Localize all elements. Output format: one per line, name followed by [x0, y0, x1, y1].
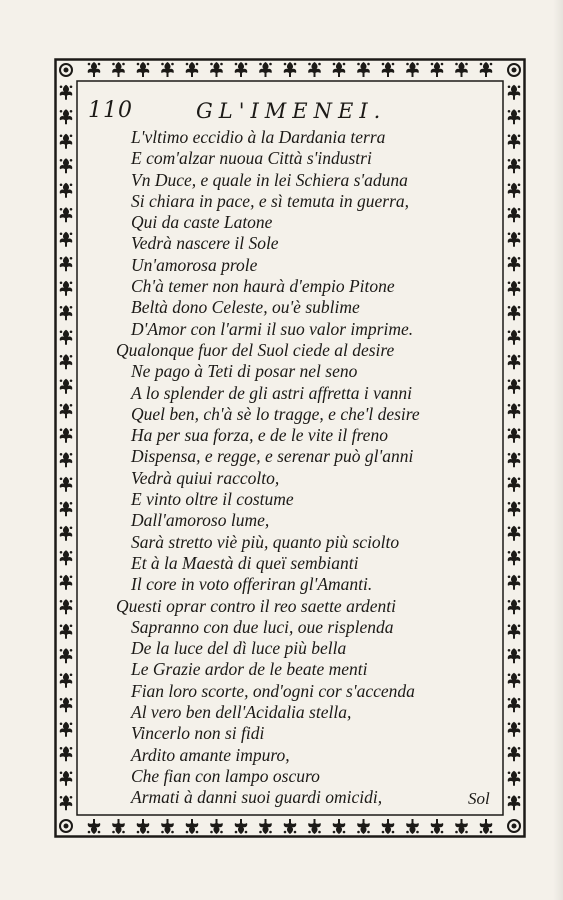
fleuron-ornament	[382, 819, 395, 834]
fleuron-ornament	[60, 697, 73, 712]
fleuron-ornament	[357, 62, 370, 77]
fleuron-ornament	[60, 648, 73, 663]
verse-line: Vedrà nascere il Sole	[131, 233, 279, 254]
fleuron-ornament	[508, 771, 521, 786]
verse-line: Armati à danni suoi guardi omicidi,	[131, 787, 383, 808]
fleuron-ornament	[508, 330, 521, 345]
fleuron-ornament	[333, 62, 346, 77]
page-header	[88, 98, 508, 128]
fleuron-ornament	[508, 134, 521, 149]
fleuron-ornament	[60, 771, 73, 786]
verse-line: Beltà dono Celeste, ou'è sublime	[131, 297, 360, 318]
fleuron-ornament	[60, 403, 73, 418]
fleuron-ornament	[284, 819, 297, 834]
fleuron-ornament	[235, 819, 248, 834]
fleuron-ornament	[508, 256, 521, 271]
fleuron-ornament	[508, 673, 521, 688]
verse-line: Qualonque fuor del Suol ciede al desire	[116, 339, 395, 360]
fleuron-ornament	[60, 673, 73, 688]
fleuron-ornament	[508, 232, 521, 247]
fleuron-ornament	[210, 819, 223, 834]
verse-line: Che fian con lampo oscuro	[131, 765, 320, 786]
verse-line: Un'amorosa prole	[131, 254, 258, 275]
fleuron-ornament	[508, 281, 521, 296]
fleuron-ornament	[60, 722, 73, 737]
verse-line: Quel ben, ch'à sè lo tragge, e che'l desire	[131, 403, 420, 424]
verse-line: Vincerlo non si fidi	[131, 723, 265, 744]
page-edge-shadow	[553, 0, 563, 900]
fleuron-ornament	[508, 109, 521, 124]
fleuron-ornament	[382, 62, 395, 77]
verse-line: E vinto oltre il costume	[131, 489, 294, 510]
fleuron-ornament	[60, 256, 73, 271]
fleuron-ornament	[88, 62, 101, 77]
verse-line: Dall'amoroso lume,	[131, 510, 270, 531]
verse-line: Ch'à temer non haurà d'empio Pitone	[131, 276, 395, 297]
fleuron-ornament	[60, 109, 73, 124]
verse-line: Dispensa, e regge, e serenar può gl'anni	[131, 446, 414, 467]
fleuron-ornament	[406, 62, 419, 77]
fleuron-ornament	[455, 62, 468, 77]
fleuron-ornament	[60, 746, 73, 761]
fleuron-ornament	[60, 305, 73, 320]
fleuron-ornament	[60, 379, 73, 394]
fleuron-ornament	[508, 403, 521, 418]
fleuron-ornament	[60, 624, 73, 639]
fleuron-ornament	[60, 354, 73, 369]
fleuron-ornament	[60, 232, 73, 247]
verse-line: Qui da caste Latone	[131, 212, 273, 233]
fleuron-ornament	[60, 795, 73, 810]
fleuron-ornament	[112, 819, 125, 834]
fleuron-ornament	[60, 599, 73, 614]
fleuron-ornament	[161, 819, 174, 834]
fleuron-ornament	[508, 207, 521, 222]
verse-line: Ne pago à Teti di posar nel seno	[131, 361, 358, 382]
fleuron-ornament	[186, 819, 199, 834]
fleuron-ornament	[186, 62, 199, 77]
verse-line: Le Grazie ardor de le beate menti	[131, 659, 368, 680]
verse-line: L'vltimo eccidio à la Dardania terra	[131, 127, 386, 147]
verse-line: Vn Duce, e quale in lei Schiera s'aduna	[131, 169, 408, 190]
fleuron-ornament	[431, 819, 444, 834]
fleuron-ornament	[431, 62, 444, 77]
fleuron-ornament	[60, 134, 73, 149]
verse-line: Vedrà quiui raccolto,	[131, 467, 280, 488]
fleuron-ornament	[508, 452, 521, 467]
fleuron-ornament	[60, 85, 73, 100]
fleuron-ornament	[508, 477, 521, 492]
fleuron-ornament	[60, 501, 73, 516]
verse-line: Al vero ben dell'Acidalia stella,	[131, 702, 352, 723]
fleuron-ornament	[60, 207, 73, 222]
fleuron-ornament	[480, 819, 493, 834]
verse-line: Et à la Maestà di queï sembianti	[131, 552, 359, 573]
fleuron-ornament	[137, 819, 150, 834]
fleuron-ornament	[284, 62, 297, 77]
fleuron-ornament	[259, 819, 272, 834]
verse-line: Sapranno con due luci, oue risplenda	[131, 616, 394, 637]
fleuron-ornament	[60, 330, 73, 345]
fleuron-ornament	[60, 477, 73, 492]
fleuron-ornament	[508, 550, 521, 565]
verse-line: Il core in voto offeriran gl'Amanti.	[131, 574, 373, 595]
fleuron-ornament	[508, 722, 521, 737]
fleuron-ornament	[508, 795, 521, 810]
fleuron-ornament	[508, 158, 521, 173]
fleuron-ornament	[480, 62, 493, 77]
fleuron-ornament	[508, 648, 521, 663]
fleuron-ornament	[508, 379, 521, 394]
fleuron-ornament	[357, 819, 370, 834]
fleuron-ornament	[455, 819, 468, 834]
fleuron-ornament	[60, 183, 73, 198]
verse-line: Sarà stretto viè più, quanto più sciolto	[131, 531, 400, 552]
fleuron-ornament	[137, 62, 150, 77]
verse-block	[116, 127, 496, 809]
fleuron-ornament	[235, 62, 248, 77]
fleuron-ornament	[508, 697, 521, 712]
fleuron-ornament	[112, 62, 125, 77]
page-number: 110	[88, 98, 133, 123]
verse-line: D'Amor con l'armi il suo valor imprime.	[131, 318, 414, 339]
verse-line: Ha per sua forza, e de le vite il freno	[131, 425, 388, 446]
verse-line: Fian loro scorte, ond'ogni cor s'accenda	[131, 680, 415, 701]
fleuron-ornament	[508, 183, 521, 198]
fleuron-ornament	[88, 819, 101, 834]
fleuron-ornament	[333, 819, 346, 834]
fleuron-ornament	[508, 305, 521, 320]
fleuron-ornament	[508, 85, 521, 100]
fleuron-ornament	[259, 62, 272, 77]
fleuron-ornament	[60, 550, 73, 565]
fleuron-ornament	[308, 819, 321, 834]
fleuron-ornament	[60, 526, 73, 541]
verse-line: De la luce del dì luce più bella	[131, 638, 347, 659]
fleuron-ornament	[308, 62, 321, 77]
fleuron-ornament	[161, 62, 174, 77]
fleuron-ornament	[406, 819, 419, 834]
fleuron-ornament	[508, 624, 521, 639]
verse-line: Questi oprar contro il reo saette ardenti	[116, 595, 396, 616]
fleuron-ornament	[508, 746, 521, 761]
fleuron-ornament	[60, 281, 73, 296]
fleuron-ornament	[508, 599, 521, 614]
fleuron-ornament	[508, 575, 521, 590]
verse-line: Ardito amante impuro,	[131, 744, 290, 765]
fleuron-ornament	[60, 158, 73, 173]
fleuron-ornament	[210, 62, 223, 77]
fleuron-ornament	[508, 501, 521, 516]
catchword: Sol	[468, 789, 490, 808]
verse-line: A lo splender de gli astri affretta i vanni	[131, 382, 412, 403]
fleuron-ornament	[508, 354, 521, 369]
verse-line: Si chiara in pace, e sì temuta in guerra,	[131, 190, 410, 211]
running-title: GL'IMENEI.	[196, 99, 387, 123]
fleuron-ornament	[508, 526, 521, 541]
fleuron-ornament	[60, 428, 73, 443]
verse-line: E com'alzar nuoua Città s'industri	[131, 148, 372, 169]
fleuron-ornament	[60, 452, 73, 467]
fleuron-ornament	[60, 575, 73, 590]
fleuron-ornament	[508, 428, 521, 443]
